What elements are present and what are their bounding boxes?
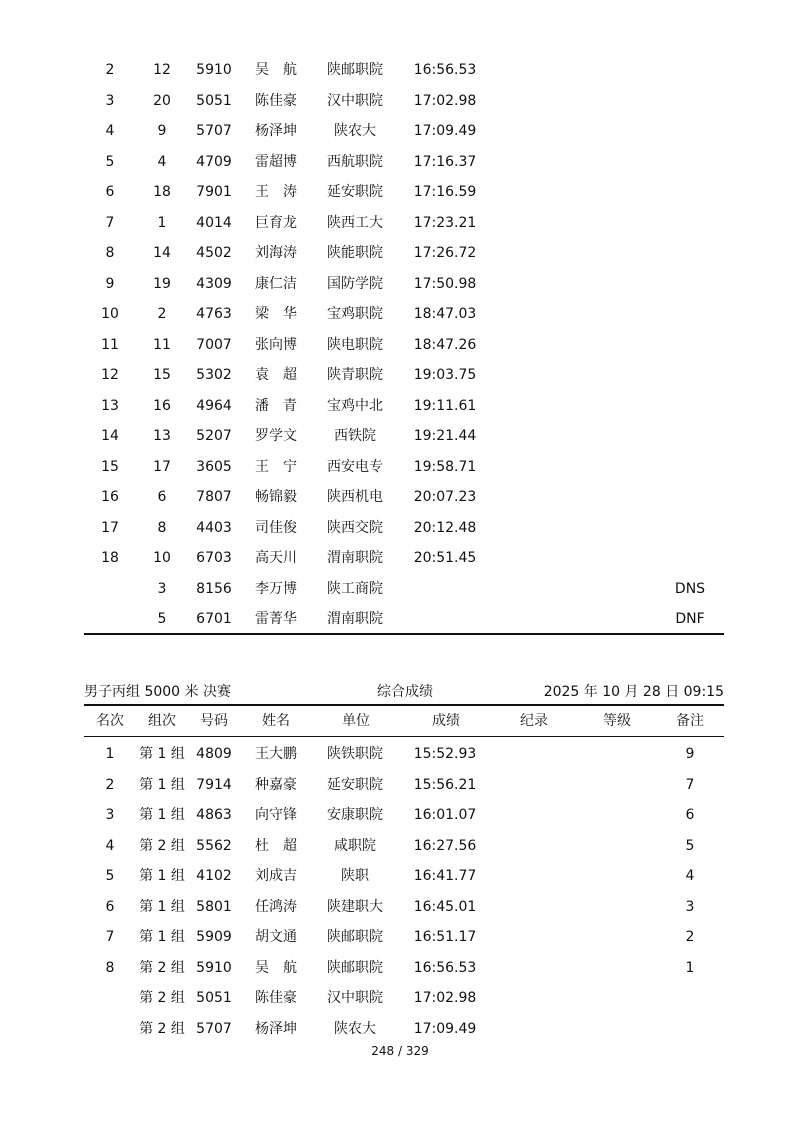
unit-cell: 陕邮职院: [327, 62, 383, 78]
unit-cell: 陕农大: [334, 123, 376, 139]
rank-cell: 10: [101, 306, 119, 322]
event-title: 男子丙组 5000 米 决赛: [84, 684, 231, 700]
lane-cell: 9: [157, 123, 167, 139]
time-cell: 19:21.44: [413, 428, 477, 444]
rank-cell: 15: [101, 458, 119, 475]
lane-cell: 5: [157, 611, 167, 627]
name-cell: 张向博: [255, 336, 297, 353]
unit-cell: 渭南职院: [327, 550, 383, 566]
lane-cell: 11: [153, 336, 171, 353]
table-row: [84, 55, 724, 85]
event-subtitle: 综合成绩: [377, 684, 433, 700]
bib-cell: 5707: [196, 1020, 232, 1037]
time-cell: 17:09.49: [413, 1020, 477, 1037]
lane-cell: 10: [153, 550, 171, 566]
lane-cell: 14: [153, 245, 171, 261]
rank-cell: 3: [105, 92, 115, 109]
time-cell: 19:11.61: [413, 397, 477, 414]
col-header-group: 组次: [148, 713, 176, 729]
rank-cell: [100, 1014, 120, 1044]
unit-cell: 延安职院: [327, 184, 383, 200]
group-cell: 第 1 组: [139, 807, 185, 823]
group-cell: 第 1 组: [139, 929, 185, 945]
note-cell: [670, 513, 710, 543]
bib-cell: 8156: [196, 580, 232, 597]
lane-cell: 17: [153, 458, 171, 475]
name-cell: 巨育龙: [255, 214, 297, 231]
time-cell: [410, 604, 480, 634]
note-cell: 7: [685, 776, 695, 793]
group-cell: 第 1 组: [139, 776, 185, 793]
lane-cell: 1: [157, 214, 167, 231]
time-cell: 16:51.17: [413, 929, 477, 945]
note-cell: [670, 269, 710, 299]
time-cell: 17:16.59: [413, 184, 477, 200]
col-header-name: 姓名: [262, 713, 290, 729]
table-row: [84, 330, 724, 360]
time-cell: 15:56.21: [413, 776, 477, 793]
note-cell: 1: [685, 959, 695, 976]
bib-cell: 7914: [196, 776, 232, 793]
rank-cell: 16: [101, 489, 119, 505]
time-cell: 17:02.98: [413, 92, 477, 109]
col-header-unit: 单位: [342, 713, 370, 729]
note-cell: [670, 147, 710, 177]
unit-cell: 宝鸡中北: [327, 397, 383, 414]
unit-cell: 咸职院: [334, 837, 376, 854]
rank-cell: 3: [105, 807, 115, 823]
bib-cell: 5562: [196, 837, 232, 854]
time-cell: 20:07.23: [413, 489, 477, 505]
rank-cell: 8: [105, 959, 115, 976]
table-row: [84, 892, 724, 922]
bib-cell: 4809: [196, 746, 232, 762]
bib-cell: 5910: [196, 959, 232, 976]
table-row: [84, 604, 724, 634]
bib-cell: 4102: [196, 868, 232, 884]
lane-cell: 6: [157, 489, 167, 505]
note-cell: [670, 238, 710, 268]
note-cell: 2: [685, 929, 695, 945]
bib-cell: 5207: [196, 428, 232, 444]
note-cell: [670, 177, 710, 207]
table-row: [84, 208, 724, 238]
bib-cell: 4502: [196, 245, 232, 261]
bib-cell: 5051: [196, 92, 232, 109]
table-row: [84, 574, 724, 604]
col-header-record: 纪录: [520, 713, 548, 729]
name-cell: 李万博: [255, 580, 297, 597]
rank-cell: 4: [105, 837, 115, 854]
unit-cell: 延安职院: [327, 776, 383, 793]
name-cell: 罗学文: [255, 428, 297, 444]
rank-cell: 2: [105, 62, 115, 78]
note-cell: DNS: [674, 580, 706, 597]
unit-cell: 陕建职大: [327, 898, 383, 915]
time-cell: 20:51.45: [413, 550, 477, 566]
rank-cell: 12: [101, 367, 119, 383]
name-cell: 潘 青: [255, 397, 297, 414]
time-cell: 16:56.53: [413, 959, 477, 976]
bib-cell: 5801: [196, 898, 232, 915]
lane-cell: 13: [153, 428, 171, 444]
table-row: [84, 770, 724, 800]
note-cell: [670, 391, 710, 421]
top-table-bottom-rule: [84, 633, 724, 635]
rank-cell: 13: [101, 397, 119, 414]
event-datetime: 2025 年 10 月 28 日 09:15: [543, 684, 724, 700]
unit-cell: 陕铁职院: [327, 746, 383, 762]
unit-cell: 西铁院: [334, 428, 376, 444]
note-cell: [670, 299, 710, 329]
unit-cell: 汉中职院: [327, 92, 383, 109]
unit-cell: 宝鸡职院: [327, 306, 383, 322]
group-cell: 第 1 组: [139, 746, 185, 762]
group-cell: 第 2 组: [139, 990, 185, 1006]
bib-cell: 5051: [196, 990, 232, 1006]
name-cell: 吴 航: [255, 959, 297, 976]
table-row: [84, 116, 724, 146]
page-number: 248 / 329: [371, 1044, 429, 1058]
table-row: [84, 299, 724, 329]
bib-cell: 5302: [196, 367, 232, 383]
table-row: [84, 360, 724, 390]
lane-cell: 12: [153, 62, 171, 78]
name-cell: 司佳俊: [255, 519, 297, 536]
unit-cell: 陕农大: [334, 1020, 376, 1037]
name-cell: 康仁洁: [255, 275, 297, 292]
table-row: [84, 452, 724, 482]
name-cell: 陈佳豪: [255, 990, 297, 1006]
name-cell: 刘成吉: [255, 868, 297, 884]
table-row: [84, 177, 724, 207]
rank-cell: 8: [105, 245, 115, 261]
name-cell: 雷超博: [255, 153, 297, 170]
bib-cell: 7901: [196, 184, 232, 200]
bib-cell: 5707: [196, 123, 232, 139]
rank-cell: 5: [105, 153, 115, 170]
note-cell: [670, 452, 710, 482]
name-cell: 吴 航: [255, 62, 297, 78]
rank-cell: 18: [101, 550, 119, 566]
name-cell: 袁 超: [255, 367, 297, 383]
unit-cell: 陕工商院: [327, 580, 383, 597]
name-cell: 向守锋: [255, 807, 297, 823]
name-cell: 雷菁华: [255, 611, 297, 627]
time-cell: 17:16.37: [413, 153, 477, 170]
col-header-level: 等级: [603, 713, 631, 729]
time-cell: 17:50.98: [413, 275, 477, 292]
name-cell: 陈佳豪: [255, 92, 297, 109]
group-cell: 第 1 组: [139, 898, 185, 915]
time-cell: 19:03.75: [413, 367, 477, 383]
note-cell: DNF: [675, 611, 705, 627]
name-cell: 杜 超: [255, 837, 297, 854]
col-header-note: 备注: [676, 713, 704, 729]
table-row: [84, 739, 724, 769]
time-cell: 17:09.49: [413, 123, 477, 139]
table-row: [84, 482, 724, 512]
rank-cell: 4: [105, 123, 115, 139]
unit-cell: 陕能职院: [327, 245, 383, 261]
name-cell: 梁 华: [255, 306, 297, 322]
time-cell: 16:45.01: [413, 898, 477, 915]
header-bottom-rule: [84, 736, 724, 737]
time-cell: 16:56.53: [413, 62, 477, 78]
name-cell: 杨泽坤: [255, 1020, 297, 1037]
bib-cell: 4709: [196, 153, 232, 170]
note-cell: 6: [685, 807, 695, 823]
table-row: [84, 922, 724, 952]
lane-cell: 2: [157, 306, 167, 322]
rank-cell: 5: [105, 868, 115, 884]
table-row: [84, 831, 724, 861]
name-cell: 畅锦毅: [255, 489, 297, 505]
name-cell: 王 宁: [255, 458, 297, 475]
time-cell: 15:52.93: [413, 746, 477, 762]
bib-cell: 5909: [196, 929, 232, 945]
unit-cell: 陕青职院: [327, 367, 383, 383]
table-row: [84, 513, 724, 543]
name-cell: 胡文通: [255, 929, 297, 945]
bib-cell: 4309: [196, 275, 232, 292]
name-cell: 王 涛: [255, 184, 297, 200]
col-header-rank: 名次: [96, 713, 124, 729]
note-cell: [670, 86, 710, 116]
bib-cell: 5910: [196, 62, 232, 78]
table-row: [84, 421, 724, 451]
time-cell: 17:02.98: [413, 990, 477, 1006]
note-cell: [670, 1014, 710, 1044]
bib-cell: 4863: [196, 807, 232, 823]
group-cell: 第 1 组: [139, 868, 185, 884]
time-cell: 18:47.26: [413, 336, 477, 353]
unit-cell: 陕西机电: [327, 489, 383, 505]
note-cell: 5: [685, 837, 695, 854]
unit-cell: 陕电职院: [327, 336, 383, 353]
table-row: [84, 1014, 724, 1044]
unit-cell: 陕邮职院: [327, 929, 383, 945]
unit-cell: 西航职院: [327, 153, 383, 170]
note-cell: [670, 983, 710, 1013]
note-cell: [670, 330, 710, 360]
note-cell: [670, 116, 710, 146]
col-header-bib: 号码: [200, 713, 228, 729]
name-cell: 高天川: [255, 550, 297, 566]
table-row: [84, 543, 724, 573]
time-cell: 19:58.71: [413, 458, 477, 475]
lane-cell: 16: [153, 397, 171, 414]
table-row: [84, 147, 724, 177]
group-cell: 第 2 组: [139, 837, 185, 854]
lane-cell: 19: [153, 275, 171, 292]
group-cell: 第 2 组: [139, 959, 185, 976]
note-cell: 4: [685, 868, 695, 884]
unit-cell: 渭南职院: [327, 611, 383, 627]
note-cell: [670, 482, 710, 512]
bib-cell: 4763: [196, 306, 232, 322]
bib-cell: 7007: [196, 336, 232, 353]
bib-cell: 6703: [196, 550, 232, 566]
bib-cell: 4403: [196, 519, 232, 536]
note-cell: [670, 543, 710, 573]
group-cell: 第 2 组: [139, 1020, 185, 1037]
table-row: [84, 983, 724, 1013]
rank-cell: 14: [101, 428, 119, 444]
rank-cell: 6: [105, 898, 115, 915]
time-cell: 17:26.72: [413, 245, 477, 261]
rank-cell: 7: [105, 214, 115, 231]
bib-cell: 3605: [196, 458, 232, 475]
table-row: [84, 953, 724, 983]
table-row: [84, 238, 724, 268]
bib-cell: 6701: [196, 611, 232, 627]
time-cell: 20:12.48: [413, 519, 477, 536]
note-cell: [670, 208, 710, 238]
bib-cell: 7807: [196, 489, 232, 505]
lane-cell: 20: [153, 92, 171, 109]
rank-cell: 2: [105, 776, 115, 793]
rank-cell: 1: [105, 746, 115, 762]
note-cell: 9: [685, 746, 695, 762]
unit-cell: 西安电专: [327, 458, 383, 475]
rank-cell: 17: [101, 519, 119, 536]
name-cell: 王大鹏: [255, 746, 297, 762]
unit-cell: 陕西工大: [327, 214, 383, 231]
name-cell: 任鸿涛: [255, 898, 297, 915]
rank-cell: 6: [105, 184, 115, 200]
bib-cell: 4964: [196, 397, 232, 414]
rank-cell: 7: [105, 929, 115, 945]
table-row: [84, 391, 724, 421]
table-row: [84, 800, 724, 830]
name-cell: 种嘉豪: [255, 776, 297, 793]
col-header-time: 成绩: [432, 713, 460, 729]
unit-cell: 国防学院: [327, 275, 383, 292]
lane-cell: 8: [157, 519, 167, 536]
note-cell: [670, 55, 710, 85]
rank-cell: [100, 574, 120, 604]
unit-cell: 陕职: [341, 868, 369, 884]
rank-cell: 11: [101, 336, 119, 353]
time-cell: 16:27.56: [413, 837, 477, 854]
time-cell: 18:47.03: [413, 306, 477, 322]
note-cell: 3: [685, 898, 695, 915]
rank-cell: [100, 604, 120, 634]
unit-cell: 陕邮职院: [327, 959, 383, 976]
lane-cell: 3: [157, 580, 167, 597]
note-cell: [670, 360, 710, 390]
lane-cell: 18: [153, 184, 171, 200]
table-row: [84, 861, 724, 891]
rank-cell: 9: [105, 275, 115, 292]
table-row: [84, 86, 724, 116]
name-cell: 杨泽坤: [255, 123, 297, 139]
time-cell: 17:23.21: [413, 214, 477, 231]
lane-cell: 15: [153, 367, 171, 383]
time-cell: 16:01.07: [413, 807, 477, 823]
time-cell: 16:41.77: [413, 868, 477, 884]
unit-cell: 安康职院: [327, 807, 383, 823]
time-cell: [410, 574, 480, 604]
lane-cell: 4: [157, 153, 167, 170]
unit-cell: 陕西交院: [327, 519, 383, 536]
bib-cell: 4014: [196, 214, 232, 231]
table-row: [84, 269, 724, 299]
rank-cell: [100, 983, 120, 1013]
note-cell: [670, 421, 710, 451]
unit-cell: 汉中职院: [327, 990, 383, 1006]
name-cell: 刘海涛: [255, 245, 297, 261]
